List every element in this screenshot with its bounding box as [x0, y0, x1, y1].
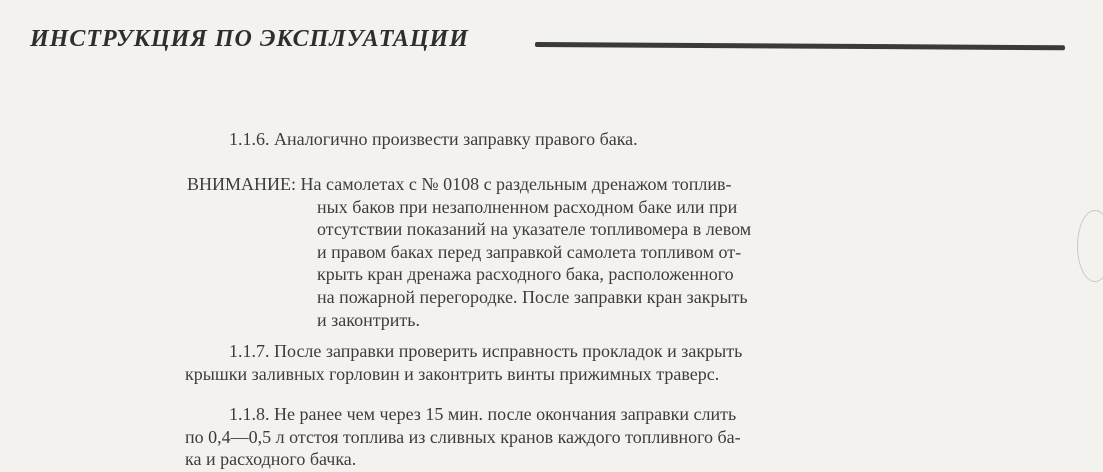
attention-line: крыть кран дренажа расходного бака, расположенного [317, 264, 734, 285]
scan-edge-mark [1077, 210, 1103, 282]
attention-line: на пожарной перегородке. После заправки кран закрыть [317, 286, 748, 307]
paragraph-line: ка и расходного бачка. [185, 449, 357, 470]
paragraph-1-1-6 [229, 128, 638, 151]
attention-line [187, 173, 751, 196]
attention-note [187, 173, 751, 331]
paragraph-1-1-7 [185, 340, 742, 385]
paragraph-line: 1.1.6. Аналогично произвести заправку правого бака. [229, 129, 638, 149]
attention-line: и правом баках перед заправкой самолета топливом от- [317, 241, 742, 262]
attention-label: ВНИМАНИЕ: [187, 174, 297, 194]
paragraph-1-1-8 [185, 403, 741, 471]
paragraph-line: крышки заливных горловин и законтрить винты прижимных траверс. [185, 363, 720, 384]
paragraph-line: 1.1.7. После заправки проверить исправность прокладок и закрыть [229, 341, 743, 361]
attention-line: отсутствии показаний на указателе топливомера в левом [317, 219, 752, 240]
attention-line: и законтрить. [317, 309, 420, 330]
paragraph-line: по 0,4—0,5 л отстоя топлива из сливных кранов каждого топливного ба- [185, 426, 741, 447]
attention-text: На самолетах с № 0108 с раздельным дренажом топлив- [300, 174, 732, 194]
page-header [30, 24, 1040, 64]
header-title: ИНСТРУКЦИЯ ПО ЭКСПЛУАТАЦИИ [30, 26, 469, 52]
paragraph-line: 1.1.8. Не ранее чем через 15 мин. после окончания заправки слить [229, 404, 737, 424]
attention-line: ных баков при незаполненном расходном баке или при [317, 196, 738, 217]
header-rule [535, 42, 1065, 50]
